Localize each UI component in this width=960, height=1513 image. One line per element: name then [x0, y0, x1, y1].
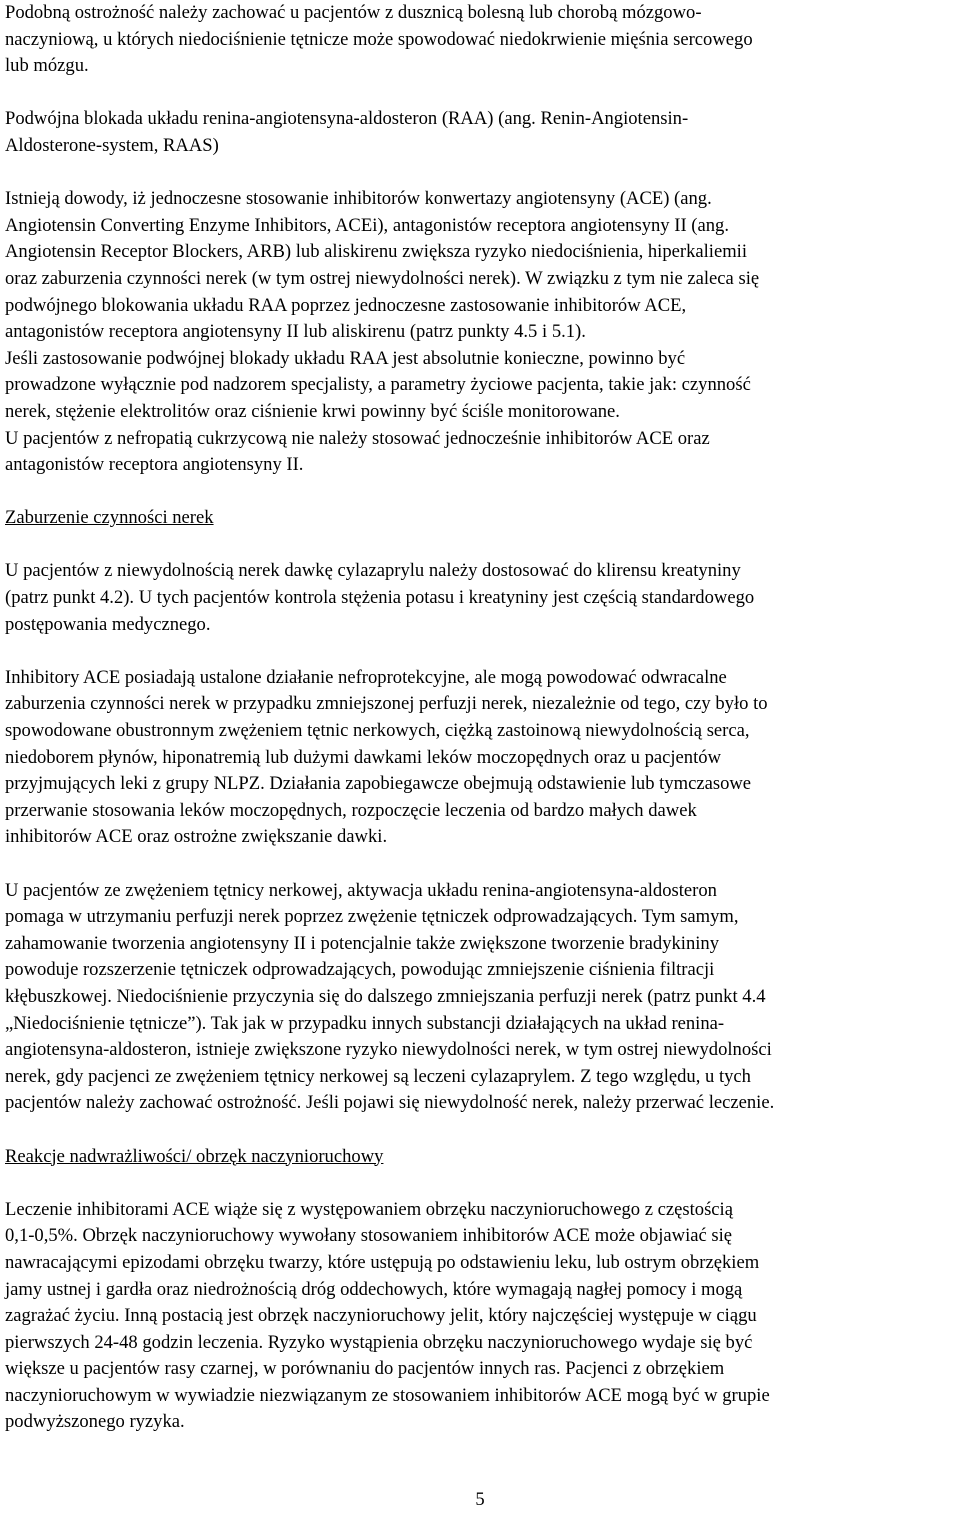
- text-line: Zaburzenie czynności nerek: [5, 507, 214, 529]
- text-line: U pacjentów z nefropatią cukrzycową nie należy stosować jednocześnie inhibitorów ACE oraz: [5, 427, 710, 449]
- text-line: Aldosterone-system, RAAS): [5, 134, 219, 156]
- text-line: inhibitorów ACE oraz ostrożne zwiększanie dawki.: [5, 826, 388, 848]
- text-line: przerwanie stosowania leków moczopędnych, rozpoczęcie leczenia od bardzo małych dawek: [5, 799, 697, 821]
- text-line: podwyższonego ryzyka.: [5, 1411, 185, 1433]
- paragraph: [5, 1197, 960, 1436]
- text-line: U pacjentów ze zwężeniem tętnicy nerkowej, aktywacja układu renina-angiotensyna-aldosteron: [5, 879, 717, 901]
- text-line: 0,1-0,5%. Obrzęk naczynioruchowy wywołany stosowaniem inhibitorów ACE może objawiać się: [5, 1225, 733, 1247]
- text-line: zagrażać życiu. Inną postacią jest obrzęk naczynioruchowy jelit, który najczęściej występuje w ciągu: [5, 1305, 757, 1327]
- text-line: antagonistów receptora angiotensyny II.: [5, 454, 304, 476]
- paragraph-spacer: [5, 1170, 960, 1197]
- text-line: zahamowanie tworzenia angiotensyny II i potencjalnie także zwiększone tworzenie bradykininy: [5, 932, 720, 954]
- paragraph: [5, 186, 960, 479]
- text-line: naczyniową, u których niedociśnienie tętnicze może spowodować niedokrwienie mięśnia sercowego: [5, 28, 753, 50]
- paragraph: [5, 665, 960, 851]
- text-line: Angiotensin Receptor Blockers, ARB) lub aliskirenu zwiększa ryzyko niedociśnienia, hiperkaliemii: [5, 241, 748, 263]
- text-line: niedoborem płynów, hiponatremią lub dużymi dawkami leków moczopędnych oraz u pacjentów: [5, 746, 721, 768]
- paragraph-spacer: [5, 1117, 960, 1144]
- paragraph-spacer: [5, 80, 960, 107]
- text-line: postępowania medycznego.: [5, 613, 211, 635]
- text-line: (patrz punkt 4.2). U tych pacjentów kontrola stężenia potasu i kreatyniny jest częścią standardowego: [5, 587, 755, 609]
- text-line: Istnieją dowody, iż jednoczesne stosowanie inhibitorów konwertazy angiotensyny (ACE) (ang.: [5, 188, 712, 210]
- text-line: powoduje rozszerzenie tętniczek odprowadzających, powodując zmniejszenie ciśnienia filtracji: [5, 959, 715, 981]
- text-line: angiotensyna-aldosteron, istnieje zwiększone ryzyko niewydolności nerek, w tym ostrej niewydolności: [5, 1039, 772, 1061]
- text-line: pomaga w utrzymaniu perfuzji nerek poprzez zwężenie tętniczek odprowadzających. Tym samym,: [5, 906, 739, 928]
- text-line: podwójnego blokowania układu RAA poprzez jednoczesne zastosowanie inhibitorów ACE,: [5, 294, 687, 316]
- text-line: zaburzenia czynności nerek w przypadku zmniejszonej perfuzji nerek, niezależnie od tego, czy było to: [5, 693, 768, 715]
- text-line: większe u pacjentów rasy czarnej, w porównaniu do pacjentów innych ras. Pacjenci z obrzękiem: [5, 1358, 725, 1380]
- text-line: U pacjentów z niewydolnością nerek dawkę cylazaprylu należy dostosować do klirensu kreatyniny: [5, 560, 741, 582]
- text-line: Jeśli zastosowanie podwójnej blokady układu RAA jest absolutnie konieczne, powinno być: [5, 347, 686, 369]
- text-line: oraz zaburzenia czynności nerek (w tym ostrej niewydolności nerek). W związku z tym nie zaleca się: [5, 267, 760, 289]
- section-heading: [5, 505, 960, 532]
- text-line: spowodowane obustronnym zwężeniem tętnic nerkowych, ciężką zastoinową niewydolnością serca,: [5, 720, 750, 742]
- text-line: pacjentów należy zachować ostrożność. Jeśli pojawi się niewydolność nerek, należy przerwać leczenie.: [5, 1092, 775, 1114]
- text-line: Reakcje nadwrażliwości/ obrzęk naczynioruchowy: [5, 1145, 384, 1167]
- text-line: nerek, gdy pacjenci ze zwężeniem tętnicy nerkowej są leczeni cylazaprylem. Z tego względu, u tych: [5, 1065, 751, 1087]
- page-number: 5: [475, 1489, 485, 1510]
- text-line: pierwszych 24-48 godzin leczenia. Ryzyko wystąpienia obrzęku naczynioruchowego wydaje się być: [5, 1331, 753, 1353]
- paragraph-spacer: [5, 160, 960, 187]
- text-line: nerek, stężenie elektrolitów oraz ciśnienie krwi powinny być ściśle monitorowane.: [5, 400, 620, 422]
- text-line: Inhibitory ACE posiadają ustalone działanie nefroprotekcyjne, ale mogą powodować odwracalne: [5, 666, 727, 688]
- text-line: jamy ustnej i gardła oraz niedrożnością dróg oddechowych, które wymagają nagłej pomocy i mogą: [5, 1278, 743, 1300]
- text-line: Leczenie inhibitorami ACE wiąże się z występowaniem obrzęku naczynioruchowego z częstością: [5, 1198, 733, 1220]
- text-line: lub mózgu.: [5, 55, 89, 77]
- text-line: Podobną ostrożność należy zachować u pacjentów z dusznicą bolesną lub chorobą mózgowo-: [5, 2, 702, 23]
- text-line: prowadzone wyłącznie pod nadzorem specjalisty, a parametry życiowe pacjenta, takie jak: czynność: [5, 374, 751, 396]
- section-heading: [5, 1144, 960, 1171]
- paragraph: [5, 106, 960, 159]
- paragraph-spacer: [5, 532, 960, 559]
- paragraph-spacer: [5, 638, 960, 665]
- paragraph-spacer: [5, 851, 960, 878]
- text-line: przyjmujących leki z grupy NLPZ. Działania zapobiegawcze obejmują odstawienie lub tymczasowe: [5, 773, 752, 795]
- text-line: antagonistów receptora angiotensyny II lub aliskirenu (patrz punkty 4.5 i 5.1).: [5, 321, 586, 343]
- text-line: naczynioruchowym w wywiadzie niezwiązanym ze stosowaniem inhibitorów ACE mogą być w grupie: [5, 1384, 770, 1406]
- text-line: kłębuszkowej. Niedociśnienie przyczynia się do dalszego zmniejszania perfuzji nerek (patrz punkt 4.4: [5, 985, 766, 1007]
- paragraph-spacer: [5, 479, 960, 506]
- paragraph: [5, 878, 960, 1117]
- text-line: nawracającymi epizodami obrzęku twarzy, które ustępują po odstawieniu leku, lub ostrym obrzękiem: [5, 1251, 760, 1273]
- text-line: „Niedociśnienie tętnicze”). Tak jak w przypadku innych substancji działających na układ renina-: [5, 1012, 725, 1034]
- paragraph: [5, 0, 960, 80]
- page-content: [5, 0, 960, 1436]
- text-line: Angiotensin Converting Enzyme Inhibitors, ACEi), antagonistów receptora angiotensyny II (ang.: [5, 214, 729, 236]
- paragraph: [5, 558, 960, 638]
- text-line: Podwójna blokada układu renina-angiotensyna-aldosteron (RAA) (ang. Renin-Angiotensin-: [5, 108, 689, 130]
